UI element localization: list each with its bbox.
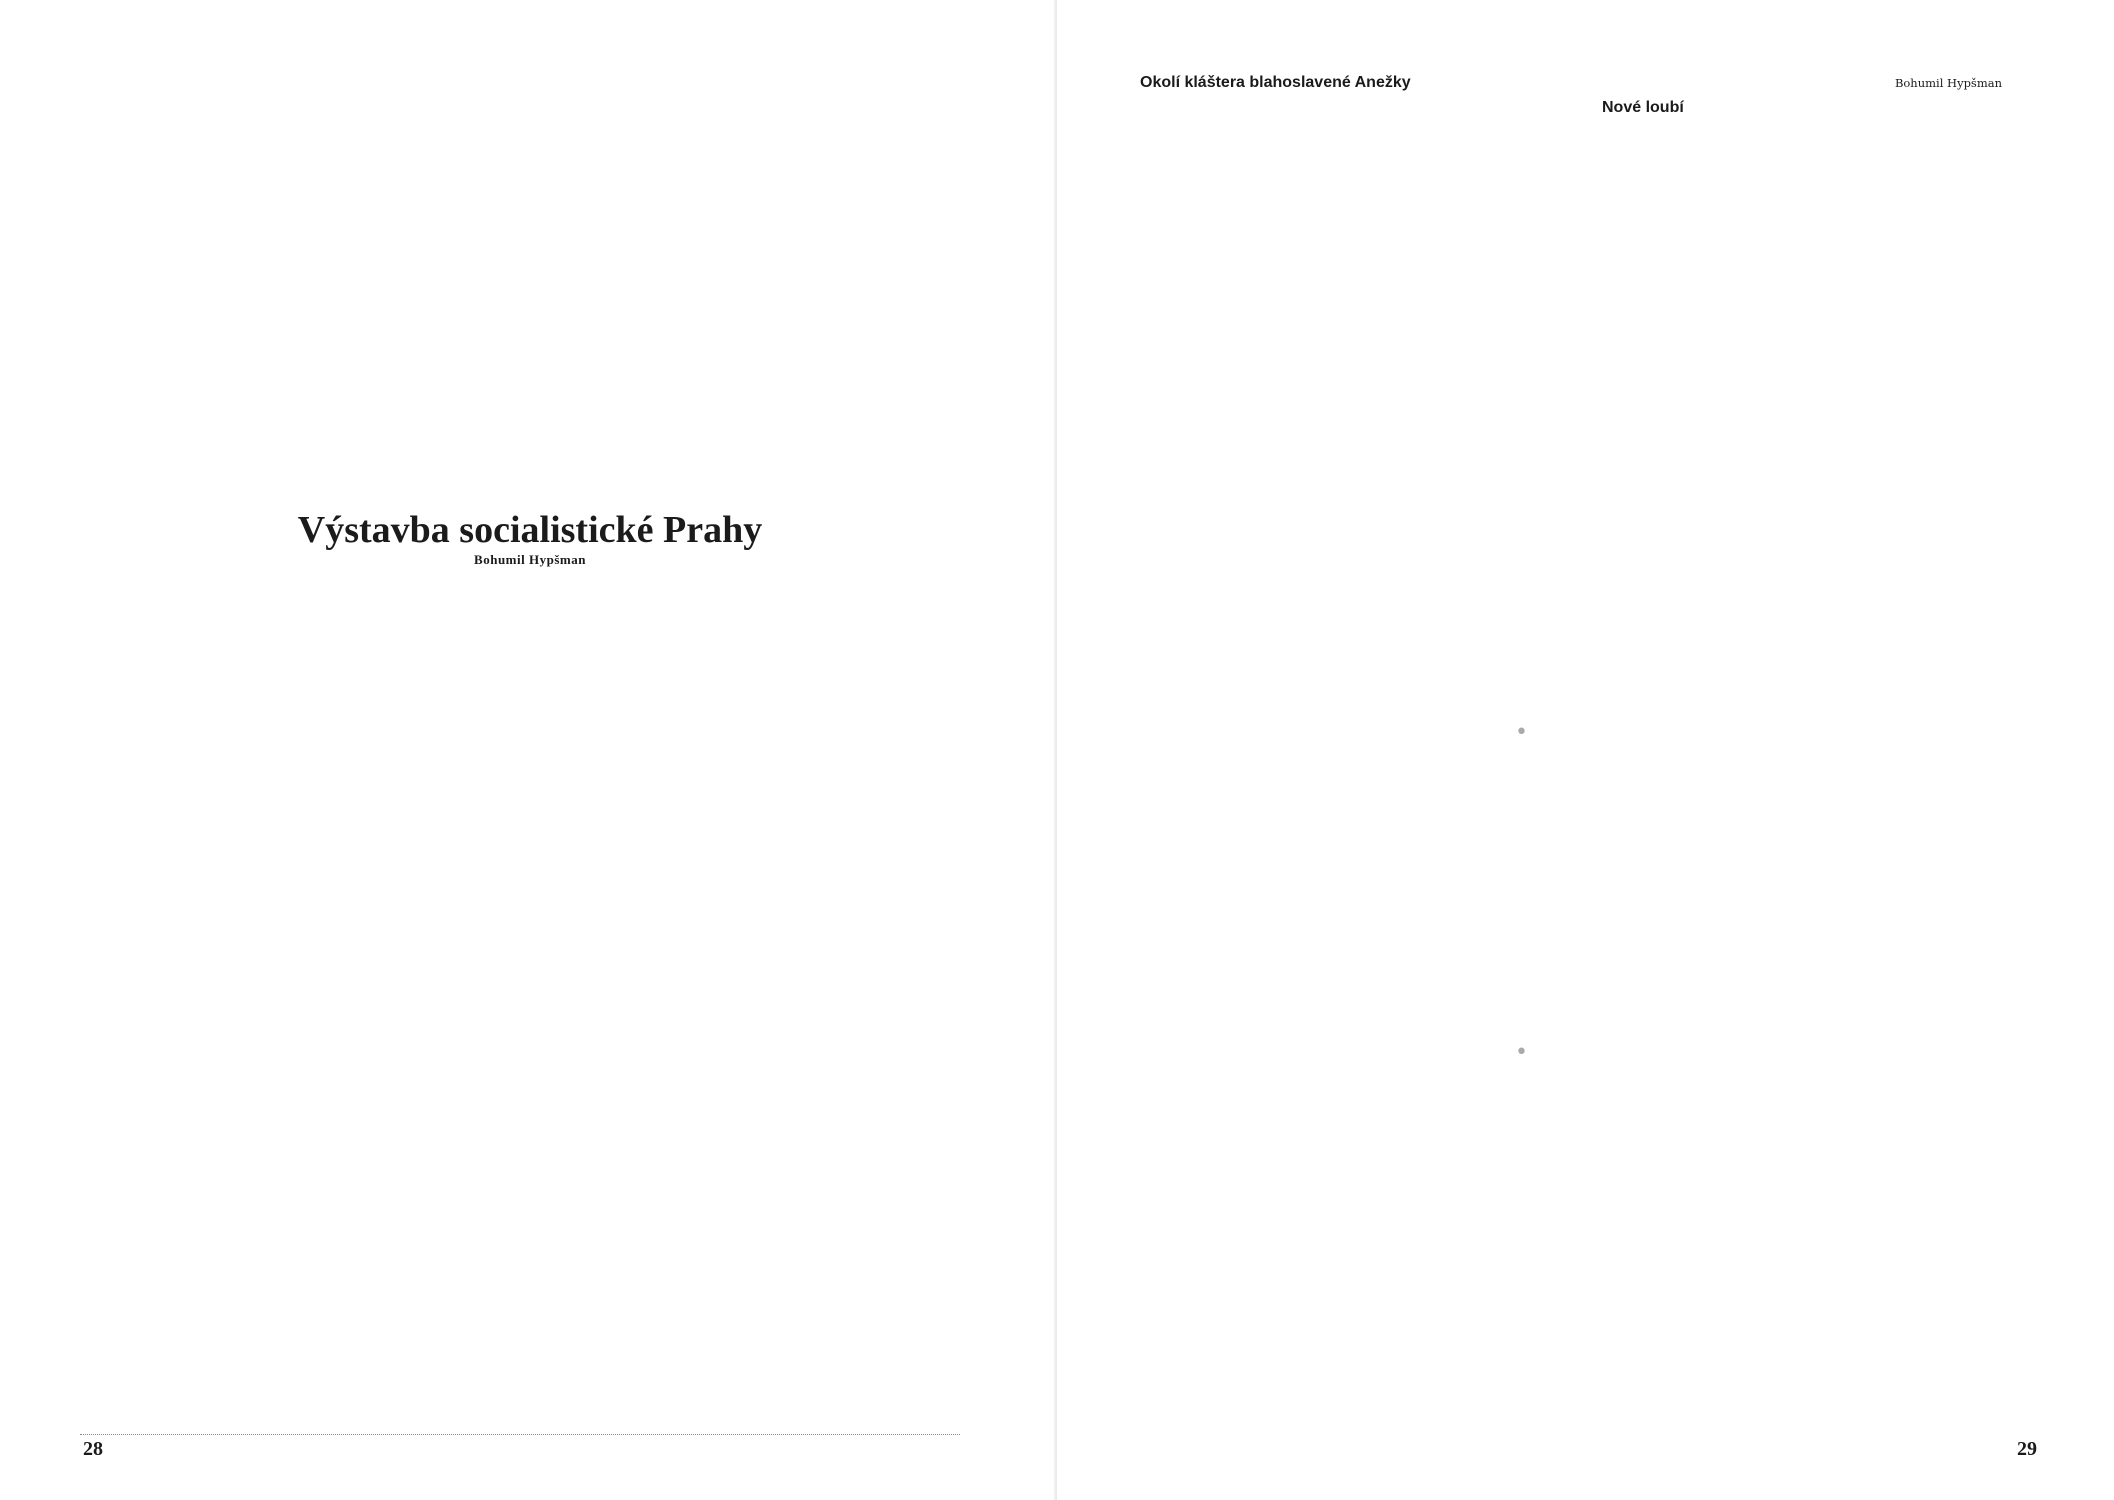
section-title-anezka: Okolí kláštera blahoslavené Anežky [1140,74,1411,91]
page-number: 29 [2017,1438,2037,1460]
article-column-1 [80,578,535,1408]
article-author: Bohumil Hypšman [474,552,586,567]
bullet-mark: • [1515,720,1528,745]
right-page [1057,0,2114,1500]
author-signature: Bohumil Hypšman [1894,76,2002,90]
bullet-mark: • [1515,1040,1528,1065]
article-column-2 [545,578,965,1408]
left-top-column-1 [80,70,535,500]
article-title: Výstavba socialistické Prahy [297,509,763,551]
right-column-2 [1602,70,2022,1430]
left-top-column-2 [545,70,965,480]
bottom-rule [80,1434,960,1435]
right-column-1 [1140,70,1560,1430]
section-title-loubi: Nové loubí [1602,98,1684,116]
page-number: 28 [83,1438,103,1460]
